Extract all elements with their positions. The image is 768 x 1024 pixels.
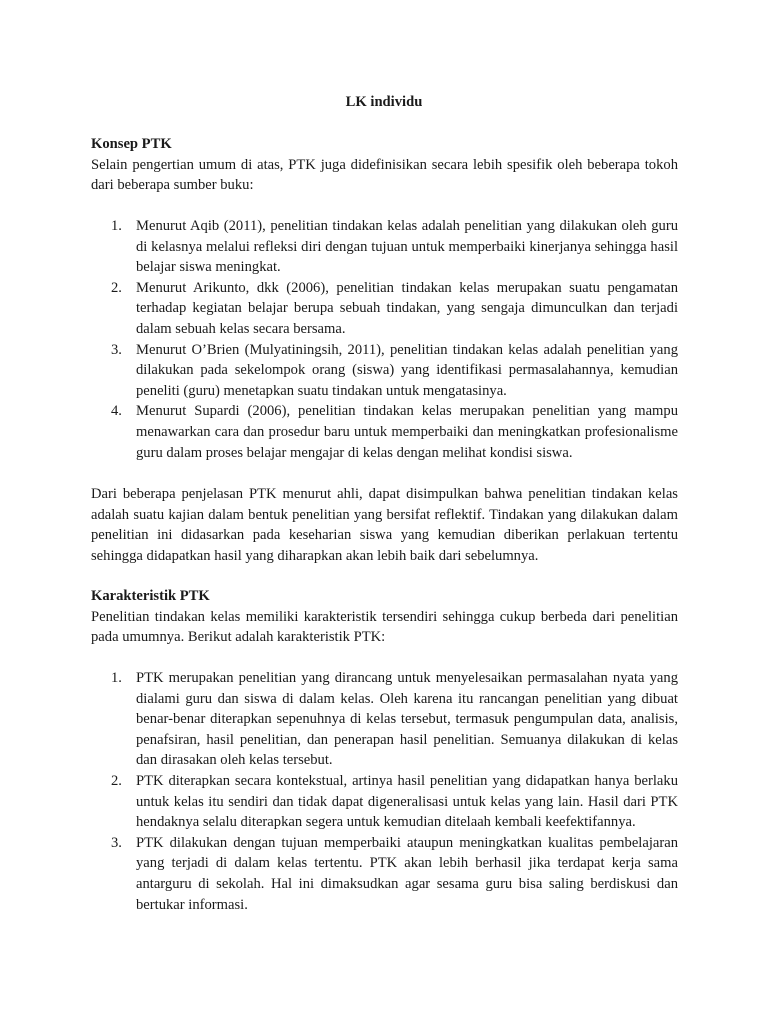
list-item bbox=[91, 771, 678, 833]
list-item bbox=[91, 216, 678, 278]
list-item-text: Menurut Aqib (2011), penelitian tindakan kelas adalah penelitian yang dilakukan oleh guru di kelasnya melalui refleksi diri dengan tujuan untuk memperbaiki kinerjanya sehingga hasil belajar siswa meningkat. bbox=[136, 218, 678, 276]
list-item bbox=[91, 401, 678, 463]
list-item-number: 1. bbox=[111, 218, 122, 234]
list-item bbox=[91, 340, 678, 402]
list-item-text: Menurut Supardi (2006), penelitian tindakan kelas merupakan penelitian yang mampu menawarkan cara dan prosedur baru untuk memperbaiki dan meningkatkan profesionalisme guru dalam proses belajar mengajar di kelas dengan melihat kondisi siswa. bbox=[136, 403, 678, 461]
list-item-text: PTK merupakan penelitian yang dirancang untuk menyelesaikan permasalahan nyata yang dialami guru dan siswa di dalam kelas. Oleh karena itu rancangan penelitian yang dibuat benar-benar diterapkan sepenuhnya di kelas tersebut, termasuk pengumpulan data, analisis, penafsiran, hasil penelitian, dan penerapan hasil penelitian. Semuanya dilakukan di kelas dan dirasakan oleh kelas tersebut. bbox=[136, 670, 678, 769]
section-intro: Selain pengertian umum di atas, PTK juga didefinisikan secara lebih spesifik oleh beberapa tokoh dari beberapa sumber buku: bbox=[91, 156, 678, 194]
list-item bbox=[91, 833, 678, 915]
section-konsep-ptk bbox=[91, 134, 678, 196]
section-intro: Penelitian tindakan kelas memiliki karakteristik tersendiri sehingga cukup berbeda dari penelitian pada umumnya. Berikut adalah karakteristik PTK: bbox=[91, 608, 678, 646]
list-item bbox=[91, 278, 678, 340]
list-item-number: 3. bbox=[111, 341, 122, 358]
section-heading: Konsep PTK bbox=[91, 136, 172, 152]
document-title: LK individu bbox=[345, 94, 423, 110]
section-karakteristik-ptk bbox=[91, 586, 678, 648]
definition-list bbox=[91, 216, 678, 463]
characteristics-list bbox=[91, 668, 678, 915]
list-item-text: Menurut O’Brien (Mulyatiningsih, 2011), penelitian tindakan kelas adalah penelitian yang dilakukan pada sekelompok orang (siswa) yang identifikasi permasalahannya, kemudian peneliti (guru) menetapkan suatu tindakan untuk mengatasinya. bbox=[136, 341, 678, 399]
list-item-number: 3. bbox=[111, 834, 122, 851]
conclusion-paragraph: Dari beberapa penjelasan PTK menurut ahli, dapat disimpulkan bahwa penelitian tindakan kelas adalah suatu kajian dalam bentuk penelitian yang bersifat reflektif. Tindakan yang dilakukan dalam penelitian ini didasarkan pada keseharian siswa yang kemudian diberikan perlakuan tertentu sehingga didapatkan hasil yang diharapkan akan lebih baik dari sebelumnya. bbox=[91, 486, 678, 564]
list-item-text: PTK diterapkan secara kontekstual, artinya hasil penelitian yang didapatkan hanya berlaku untuk kelas itu sendiri dan tidak dapat digeneralisasi untuk kelas yang lain. Hasil dari PTK hendaknya selalu diterapkan segera untuk kemudian ditelaah kembali keefektifannya. bbox=[136, 772, 678, 831]
list-item-number: 4. bbox=[111, 403, 122, 420]
list-item-text: PTK dilakukan dengan tujuan memperbaiki ataupun meningkatkan kualitas pembelajaran yang terjadi di dalam kelas tertentu. PTK akan lebih berhasil jika terdapat kerja sama antarguru di sekolah. Hal ini dimaksudkan agar sesama guru bisa saling berdiskusi dan bertukar informasi. bbox=[136, 834, 678, 913]
conclusion-block bbox=[91, 484, 678, 566]
list-item-number: 1. bbox=[111, 670, 122, 686]
list-item bbox=[91, 668, 678, 771]
list-item-text: Menurut Arikunto, dkk (2006), penelitian tindakan kelas merupakan suatu pengamatan terhadap kegiatan belajar berupa sebuah tindakan, yang sengaja dimunculkan dan terjadi dalam sebuah kelas secara bersama. bbox=[136, 279, 678, 337]
list-item-number: 2. bbox=[111, 279, 122, 296]
list-item-number: 2. bbox=[111, 772, 122, 789]
section-heading: Karakteristik PTK bbox=[91, 588, 210, 604]
